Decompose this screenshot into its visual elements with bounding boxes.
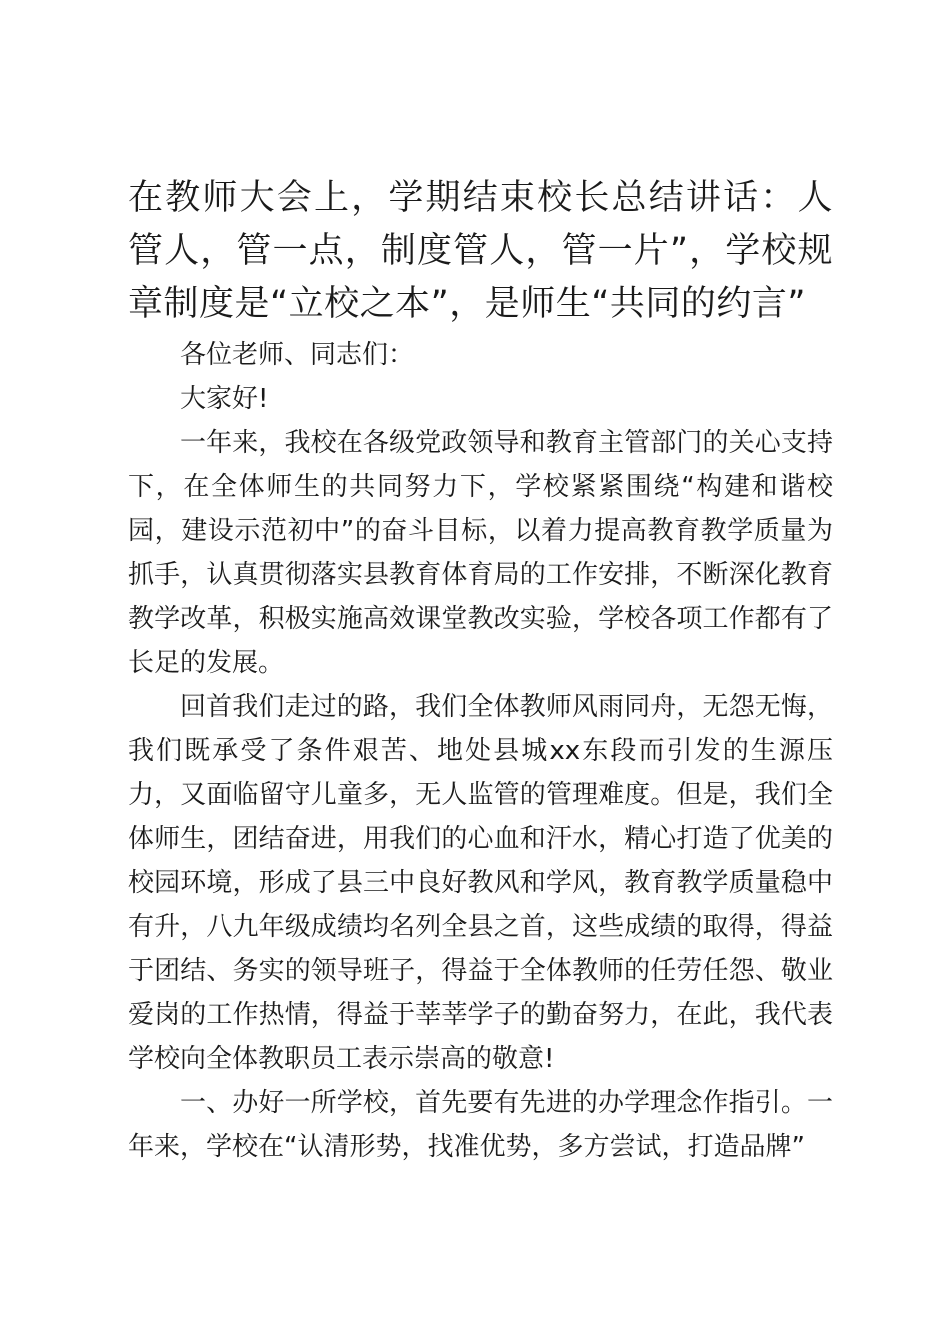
document-body	[128, 172, 833, 1169]
salutation-paragraph: 各位老师、同志们：	[180, 340, 415, 370]
body-paragraph-2: 回首我们走过的路，我们全体教师风雨同舟，无怨无悔，我们既承受了条件艰苦、地处县城xx东段而引发的生源压力，又面临留守儿童多，无人监管的管理难度。但是，我们全体师生，团结奋进，用我们的心血和汗水，精心打造了优美的校园环境，形成了县三中良好教风和学风，教育教学质量稳中有升，八九年级成绩均名列全县之首，这些成绩的取得，得益于团结、务实的领导班子，得益于全体教师的任劳任怨、敬业爱岗的工作热情，得益于莘莘学子的勤奋努力，在此，我代表学校向全体教职员工表示崇高的敬意!	[128, 692, 833, 1074]
document-title: 在教师大会上，学期结束校长总结讲话：人管人，管一点，制度管人，管一片”，学校规章制度是“立校之本”，是师生“共同的约言”	[128, 178, 833, 324]
body-paragraph-1: 一年来，我校在各级党政领导和教育主管部门的关心支持下，在全体师生的共同努力下，学校紧紧围绕“构建和谐校园，建设示范初中”的奋斗目标，以着力提高教育教学质量为抓手，认真贯彻落实县教育体育局的工作安排，不断深化教育教学改革，积极实施高效课堂教改实验，学校各项工作都有了长足的发展。	[128, 428, 833, 678]
body-paragraph-3: 一、办好一所学校，首先要有先进的办学理念作指引。一年来，学校在“认清形势，找准优势，多方尝试，打造品牌”	[128, 1088, 833, 1162]
greeting-paragraph: 大家好!	[180, 384, 269, 414]
